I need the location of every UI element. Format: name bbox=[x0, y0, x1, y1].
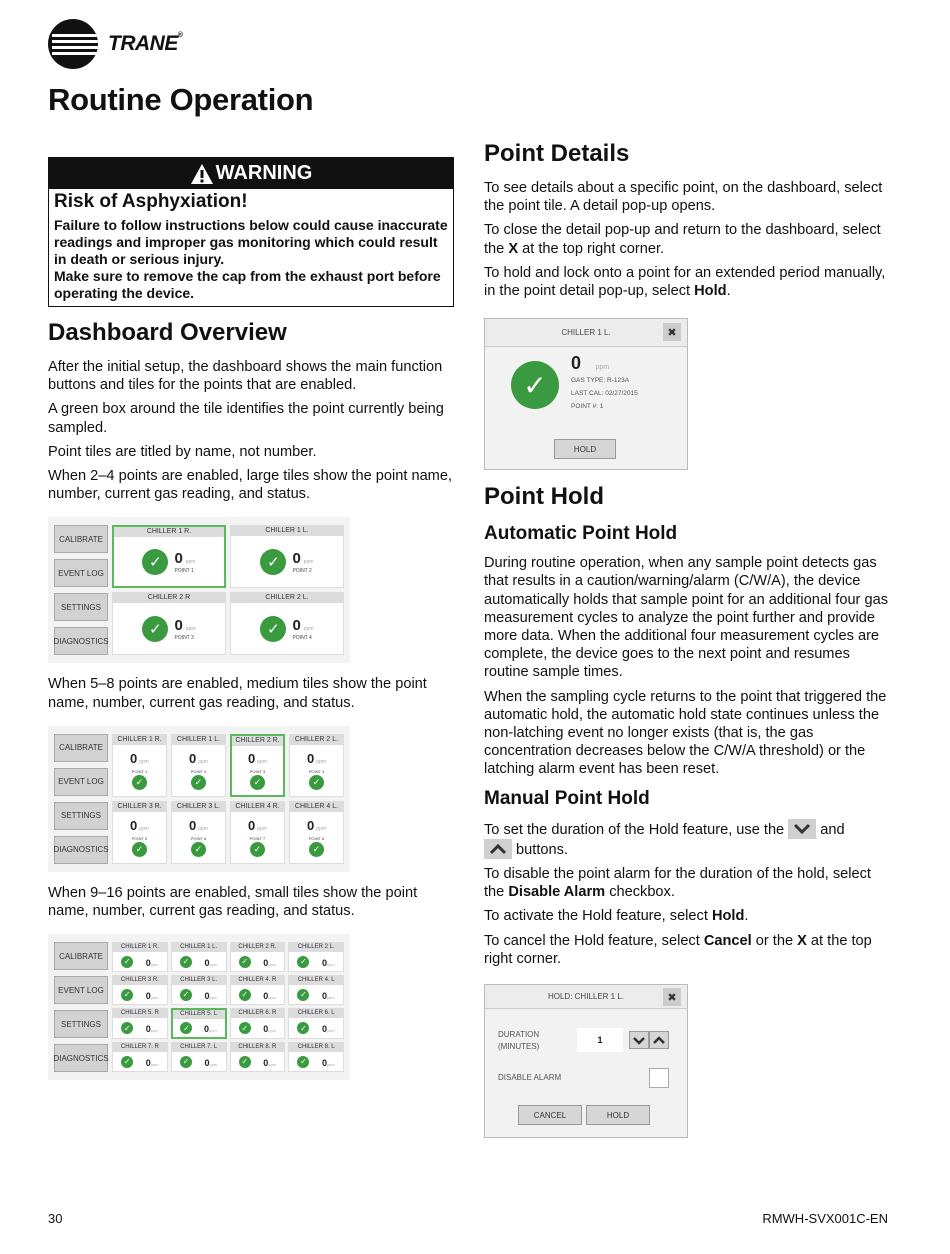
dashboard-small-tiles-screenshot bbox=[48, 934, 350, 1080]
tile-name: CHILLER 4 R. bbox=[231, 802, 284, 812]
status-check-icon: ✓ bbox=[121, 1022, 133, 1034]
tile-reading-row bbox=[322, 953, 335, 971]
tile-point-number: POINT 6 bbox=[190, 836, 207, 842]
event-log-button[interactable]: EVENT LOG bbox=[54, 768, 108, 796]
popup-unit: ppm bbox=[595, 364, 610, 372]
tile-reading-row bbox=[204, 1019, 217, 1037]
point-tile[interactable] bbox=[112, 1008, 168, 1039]
tile-reading: 0 bbox=[263, 957, 269, 968]
status-check-icon: ✓ bbox=[121, 989, 133, 1001]
tile-name: CHILLER 5. L bbox=[173, 1010, 225, 1019]
disable-alarm-label: DISABLE ALARM bbox=[498, 1073, 562, 1083]
tile-unit: ppm bbox=[139, 759, 149, 766]
tile-body bbox=[172, 952, 226, 971]
tile-reading-row bbox=[248, 817, 267, 835]
tile-body bbox=[289, 985, 343, 1004]
tile-unit: ppm bbox=[150, 1028, 159, 1034]
tile-point-number: POINT 3 bbox=[174, 634, 194, 641]
tile-unit: ppm bbox=[268, 1061, 276, 1067]
tile-name: CHILLER 7. L bbox=[172, 1043, 226, 1052]
tile-unit: ppm bbox=[185, 558, 196, 565]
tile-unit: ppm bbox=[303, 625, 314, 632]
tile-unit: ppm bbox=[150, 1061, 159, 1067]
tile-body bbox=[232, 746, 283, 795]
duration-down-button[interactable] bbox=[629, 1031, 649, 1049]
point-tile[interactable] bbox=[112, 1042, 168, 1072]
tile-name: CHILLER 8. L bbox=[289, 1043, 343, 1052]
status-check-icon: ✓ bbox=[260, 549, 286, 575]
tile-reading: 0 bbox=[307, 818, 315, 834]
tile-reading: 0 bbox=[263, 1057, 269, 1068]
tile-reading: 0 bbox=[189, 818, 197, 834]
tile-reading: 0 bbox=[263, 1024, 269, 1035]
popup-header bbox=[485, 319, 687, 347]
tile-reading: 0 bbox=[189, 751, 197, 767]
tile-name: CHILLER 4. L bbox=[289, 976, 343, 985]
tile-point-number: POINT 4 bbox=[292, 634, 312, 641]
tile-body bbox=[113, 603, 225, 654]
details-p2: To close the detail pop-up and return to the dashboard, select the X at the top right corner. bbox=[484, 222, 881, 257]
overview-p6: When 9–16 points are enabled, small tiles show the point name, number, current gas reading, and status. bbox=[48, 884, 418, 920]
point-tile[interactable] bbox=[112, 592, 226, 655]
tile-info bbox=[292, 617, 313, 641]
point-tile[interactable] bbox=[171, 801, 226, 864]
tile-name: CHILLER 6. R bbox=[231, 1009, 285, 1018]
duration-up-button[interactable] bbox=[649, 1031, 669, 1049]
tile-name: CHILLER 1 R. bbox=[113, 943, 167, 952]
tile-name: CHILLER 2 L. bbox=[289, 943, 343, 952]
calibrate-button[interactable]: CALIBRATE bbox=[54, 525, 108, 553]
settings-button[interactable]: SETTINGS bbox=[54, 593, 108, 621]
status-check-icon: ✓ bbox=[250, 842, 265, 857]
point-tile[interactable] bbox=[230, 801, 285, 864]
dashboard-medium-tiles-screenshot bbox=[48, 726, 350, 872]
tile-unit: ppm bbox=[326, 1061, 335, 1067]
duration-value: 1 bbox=[577, 1028, 623, 1052]
tile-point-number: POINT 3 bbox=[249, 769, 266, 775]
event-log-button[interactable]: EVENT LOG bbox=[54, 559, 108, 587]
calibrate-button[interactable]: CALIBRATE bbox=[54, 942, 108, 970]
tile-unit: ppm bbox=[198, 759, 208, 766]
tile-reading: 0 bbox=[145, 1024, 151, 1035]
status-check-icon: ✓ bbox=[297, 989, 309, 1001]
tile-reading: 0 bbox=[204, 990, 210, 1001]
status-check-icon: ✓ bbox=[191, 775, 206, 790]
event-log-button[interactable]: EVENT LOG bbox=[54, 976, 108, 1004]
popup-gas-type: GAS TYPE: R-123A bbox=[571, 377, 630, 385]
page-title: Routine Operation bbox=[48, 82, 314, 117]
status-check-icon: ✓ bbox=[191, 842, 206, 857]
tile-body bbox=[172, 1052, 226, 1071]
diagnostics-button[interactable]: DIAGNOSTICS bbox=[54, 1044, 108, 1072]
tile-name: CHILLER 2 R. bbox=[232, 736, 283, 746]
point-tile[interactable] bbox=[230, 1042, 286, 1072]
tile-body bbox=[231, 1018, 285, 1038]
status-check-icon: ✓ bbox=[180, 956, 192, 968]
tile-body bbox=[113, 812, 166, 863]
manual-hold-p3: To activate the Hold feature, select Hold. bbox=[484, 908, 749, 925]
point-tile[interactable] bbox=[230, 1008, 286, 1039]
tile-body bbox=[231, 812, 284, 863]
tile-body bbox=[113, 745, 166, 796]
tile-unit: ppm bbox=[198, 826, 208, 833]
point-tile[interactable] bbox=[171, 942, 227, 972]
tile-name: CHILLER 8. R bbox=[231, 1043, 285, 1052]
tile-reading: 0 bbox=[307, 751, 315, 767]
status-check-icon: ✓ bbox=[297, 1022, 309, 1034]
tile-reading-row bbox=[322, 986, 335, 1004]
tile-info bbox=[174, 617, 195, 641]
auto-hold-p2: When the sampling cycle returns to the point that triggered the automatic hold, the automatic hold state continues unless the non-latching event no longer exists (that is, the gas concentration decreases below the C/W/A threshold) or the latching alarm event has been reset. bbox=[484, 688, 887, 778]
auto-hold-p1: During routine operation, when any sample point detects gas that results in a caution/warning/alarm (C/W/A), the device automatically holds that sample point for an additional four gas measurement cycles to analyze the point further and provide more data. When the additional four measurement cycles are complete, the device goes to the next point and resumes routine sample times. bbox=[484, 555, 889, 681]
tile-body bbox=[289, 1018, 343, 1038]
tile-reading-row bbox=[263, 1019, 276, 1037]
hold-popup bbox=[484, 984, 688, 1138]
status-check-icon: ✓ bbox=[511, 361, 559, 409]
chevron-up-icon bbox=[484, 839, 512, 859]
hold-button[interactable]: HOLD bbox=[554, 439, 616, 459]
tile-name: CHILLER 1 R. bbox=[113, 735, 166, 745]
tile-name: CHILLER 2 L. bbox=[290, 735, 343, 745]
point-tile[interactable] bbox=[171, 1008, 227, 1039]
status-check-icon: ✓ bbox=[250, 775, 265, 790]
tile-body bbox=[231, 952, 285, 971]
manual-hold-p4: To cancel the Hold feature, select Cancel or the X at the top right corner. bbox=[484, 932, 872, 967]
medium-tiles-grid bbox=[112, 734, 344, 864]
tile-name: CHILLER 6. L bbox=[289, 1009, 343, 1018]
point-tile[interactable] bbox=[288, 1042, 344, 1072]
tile-reading-row bbox=[322, 1019, 335, 1037]
tile-name: CHILLER 4 L. bbox=[290, 802, 343, 812]
large-tiles-grid bbox=[112, 525, 344, 655]
tile-body bbox=[113, 985, 167, 1004]
tile-reading: 0 bbox=[248, 751, 256, 767]
page-number: 30 bbox=[48, 1211, 63, 1226]
hold-popup-title: HOLD: CHILLER 1 L. bbox=[547, 992, 625, 1002]
tile-unit: ppm bbox=[208, 1028, 217, 1034]
settings-button[interactable]: SETTINGS bbox=[54, 1010, 108, 1038]
status-check-icon: ✓ bbox=[180, 1056, 192, 1068]
overview-p1: After the initial setup, the dashboard shows the main function buttons and tiles for the points that are enabled. bbox=[48, 359, 443, 394]
warning-box bbox=[48, 157, 454, 307]
tile-reading-row bbox=[204, 953, 217, 971]
point-tile[interactable] bbox=[112, 734, 167, 797]
tile-reading: 0 bbox=[145, 990, 151, 1001]
tile-name: CHILLER 3 R. bbox=[113, 976, 167, 985]
status-check-icon: ✓ bbox=[121, 1056, 133, 1068]
tile-unit: ppm bbox=[209, 961, 218, 967]
warning-triangle-icon bbox=[190, 163, 214, 185]
popup-point-number: POINT #: 1 bbox=[571, 403, 604, 411]
close-icon[interactable]: ✖ bbox=[663, 323, 681, 341]
overview-p2: A green box around the tile identifies the point currently being sampled. bbox=[48, 401, 444, 436]
tile-unit: ppm bbox=[326, 994, 335, 1000]
point-details-heading: Point Details bbox=[484, 140, 630, 167]
tile-body bbox=[289, 952, 343, 971]
tile-name: CHILLER 1 L. bbox=[172, 735, 225, 745]
status-check-icon: ✓ bbox=[132, 842, 147, 857]
status-check-icon: ✓ bbox=[180, 1022, 192, 1034]
chevron-down-icon bbox=[788, 819, 816, 839]
overview-p4: When 2–4 points are enabled, large tiles show the point name, number, current gas reading, and status. bbox=[48, 468, 453, 503]
tile-name: CHILLER 1 R. bbox=[114, 527, 224, 537]
tile-info bbox=[174, 550, 195, 574]
tile-reading: 0 bbox=[321, 1024, 327, 1035]
tile-name: CHILLER 2 R bbox=[113, 593, 225, 603]
warning-line-2: Make sure to remove the cap from the exhaust port before operating the device. bbox=[54, 268, 441, 301]
warning-label: WARNING bbox=[215, 162, 313, 184]
trane-logo-mark bbox=[48, 19, 98, 69]
tile-unit: ppm bbox=[150, 961, 159, 967]
tile-reading: 0 bbox=[145, 957, 151, 968]
tile-name: CHILLER 1 L. bbox=[231, 526, 343, 536]
tile-point-number: POINT 8 bbox=[308, 836, 325, 842]
tile-reading: 0 bbox=[130, 751, 138, 767]
settings-button[interactable]: SETTINGS bbox=[54, 802, 108, 830]
warning-header bbox=[49, 158, 453, 189]
popup-info bbox=[571, 353, 638, 413]
tile-reading-row bbox=[189, 750, 208, 768]
tile-reading: 0 bbox=[321, 1057, 327, 1068]
point-tile[interactable] bbox=[230, 975, 286, 1005]
point-tile[interactable] bbox=[289, 734, 344, 797]
point-tile[interactable] bbox=[288, 1008, 344, 1039]
tile-body bbox=[231, 1052, 285, 1071]
tile-reading-row bbox=[146, 986, 159, 1004]
tile-point-number: POINT 5 bbox=[131, 836, 148, 842]
tile-reading: 0 bbox=[321, 957, 327, 968]
tile-reading: 0 bbox=[263, 990, 269, 1001]
warning-body bbox=[49, 213, 453, 306]
function-buttons bbox=[54, 525, 108, 655]
status-check-icon: ✓ bbox=[297, 956, 309, 968]
popup-last-cal: LAST CAL: 02/27/2015 bbox=[571, 390, 638, 398]
point-tile[interactable] bbox=[112, 525, 226, 588]
tile-body bbox=[290, 812, 343, 863]
tile-reading-row bbox=[322, 1053, 335, 1071]
popup-reading: 0 bbox=[571, 353, 582, 374]
tile-reading-row bbox=[130, 750, 149, 768]
tile-body bbox=[113, 952, 167, 971]
tile-name: CHILLER 3 R. bbox=[113, 802, 166, 812]
disable-alarm-checkbox[interactable] bbox=[649, 1068, 669, 1088]
status-check-icon: ✓ bbox=[239, 1056, 251, 1068]
tile-body bbox=[172, 812, 225, 863]
tile-point-number: POINT 2 bbox=[292, 567, 312, 574]
tile-unit: ppm bbox=[303, 558, 314, 565]
tile-unit: ppm bbox=[268, 994, 276, 1000]
tile-name: CHILLER 4. R bbox=[231, 976, 285, 985]
hold-button[interactable]: HOLD bbox=[586, 1105, 650, 1125]
tile-unit: ppm bbox=[257, 826, 267, 833]
dashboard-overview-heading: Dashboard Overview bbox=[48, 319, 287, 346]
tile-unit: ppm bbox=[268, 961, 276, 967]
point-tile[interactable] bbox=[230, 942, 286, 972]
tile-reading-row bbox=[146, 1019, 159, 1037]
tile-reading: 0 bbox=[204, 1057, 210, 1068]
tile-body bbox=[231, 985, 285, 1004]
status-check-icon: ✓ bbox=[142, 616, 168, 642]
point-tile[interactable] bbox=[288, 975, 344, 1005]
status-check-icon: ✓ bbox=[239, 1022, 251, 1034]
tile-reading-row bbox=[146, 953, 159, 971]
point-tile[interactable] bbox=[171, 734, 226, 797]
diagnostics-button[interactable]: DIAGNOSTICS bbox=[54, 627, 108, 655]
tile-point-number: POINT 2 bbox=[190, 769, 207, 775]
trane-logo bbox=[48, 19, 183, 69]
point-tile[interactable] bbox=[171, 975, 227, 1005]
tile-reading: 0 bbox=[204, 957, 210, 968]
status-check-icon: ✓ bbox=[309, 775, 324, 790]
tile-body bbox=[173, 1019, 225, 1037]
overview-p5: When 5–8 points are enabled, medium tiles show the point name, number, current gas reading, and status. bbox=[48, 676, 427, 711]
duration-label: DURATION (MINUTES) bbox=[498, 1030, 540, 1052]
tile-body bbox=[172, 745, 225, 796]
tile-reading: 0 bbox=[292, 549, 301, 567]
tile-unit: ppm bbox=[150, 994, 159, 1000]
automatic-hold-heading: Automatic Point Hold bbox=[484, 523, 678, 545]
tile-name: CHILLER 5. R bbox=[113, 1009, 167, 1018]
right-column bbox=[484, 139, 890, 1138]
tile-unit: ppm bbox=[139, 826, 149, 833]
status-check-icon: ✓ bbox=[121, 956, 133, 968]
tile-body bbox=[231, 536, 343, 587]
status-check-icon: ✓ bbox=[239, 989, 251, 1001]
tile-reading-row bbox=[146, 1053, 159, 1071]
tile-reading: 0 bbox=[174, 549, 183, 567]
tile-name: CHILLER 7. R bbox=[113, 1043, 167, 1052]
manual-hold-heading: Manual Point Hold bbox=[484, 787, 650, 809]
brand-name: TRANE® bbox=[108, 32, 183, 55]
popup-title: CHILLER 1 L. bbox=[561, 328, 611, 338]
tile-reading: 0 bbox=[321, 990, 327, 1001]
tile-body bbox=[114, 537, 224, 586]
tile-reading-row bbox=[307, 750, 326, 768]
popup-body bbox=[485, 347, 687, 413]
tile-unit: ppm bbox=[326, 1028, 335, 1034]
point-tile[interactable] bbox=[112, 975, 168, 1005]
tile-body bbox=[113, 1052, 167, 1071]
tile-reading-row bbox=[263, 986, 276, 1004]
tile-unit: ppm bbox=[326, 961, 335, 967]
status-check-icon: ✓ bbox=[132, 775, 147, 790]
warning-title: Risk of Asphyxiation! bbox=[54, 191, 248, 212]
small-tiles-grid bbox=[112, 942, 344, 1072]
tile-point-number: POINT 4 bbox=[308, 769, 325, 775]
chevron-up-icon bbox=[653, 1036, 665, 1045]
status-check-icon: ✓ bbox=[309, 842, 324, 857]
status-check-icon: ✓ bbox=[260, 616, 286, 642]
tile-body bbox=[172, 985, 226, 1004]
tile-reading-row bbox=[189, 817, 208, 835]
document-id: RMWH-SVX001C-EN bbox=[762, 1211, 888, 1226]
function-buttons bbox=[54, 942, 108, 1072]
tile-unit: ppm bbox=[185, 625, 196, 632]
tile-body bbox=[290, 745, 343, 796]
tile-name: CHILLER 2 L. bbox=[231, 593, 343, 603]
point-tile[interactable] bbox=[112, 801, 167, 864]
diagnostics-button[interactable]: DIAGNOSTICS bbox=[54, 836, 108, 864]
left-column bbox=[48, 157, 454, 1080]
tile-unit: ppm bbox=[209, 994, 218, 1000]
tile-unit: ppm bbox=[257, 759, 267, 766]
dashboard-large-tiles-screenshot bbox=[48, 517, 350, 663]
status-check-icon: ✓ bbox=[297, 1056, 309, 1068]
tile-point-number: POINT 1 bbox=[174, 567, 194, 574]
tile-reading: 0 bbox=[248, 818, 256, 834]
tile-unit: ppm bbox=[316, 826, 326, 833]
point-tile[interactable] bbox=[288, 942, 344, 972]
tile-info bbox=[292, 550, 313, 574]
manual-hold-p2: To disable the point alarm for the duration of the hold, select the Disable Alarm checkbox. bbox=[484, 866, 871, 901]
details-p3: To hold and lock onto a point for an extended period manually, in the point detail pop-up, select Hold. bbox=[484, 264, 886, 300]
chevron-down-icon bbox=[633, 1036, 645, 1045]
status-check-icon: ✓ bbox=[180, 989, 192, 1001]
tile-unit: ppm bbox=[209, 1061, 218, 1067]
manual-hold-p1: To set the duration of the Hold feature, use the and buttons. bbox=[484, 819, 890, 859]
tile-unit: ppm bbox=[268, 1028, 276, 1034]
details-p1: To see details about a specific point, on the dashboard, select the point tile. A detail pop-up opens. bbox=[484, 180, 883, 215]
calibrate-button[interactable]: CALIBRATE bbox=[54, 734, 108, 762]
tile-point-number: POINT 7 bbox=[249, 836, 266, 842]
hold-popup-header bbox=[485, 985, 687, 1009]
tile-body bbox=[231, 603, 343, 654]
tile-reading-row bbox=[307, 817, 326, 835]
tile-reading-row bbox=[263, 953, 276, 971]
function-buttons bbox=[54, 734, 108, 864]
point-tile[interactable] bbox=[230, 734, 285, 797]
tile-body bbox=[113, 1018, 167, 1038]
point-hold-heading: Point Hold bbox=[484, 483, 604, 511]
tile-unit: ppm bbox=[316, 759, 326, 766]
point-tile[interactable] bbox=[171, 1042, 227, 1072]
point-tile[interactable] bbox=[230, 592, 344, 655]
status-check-icon: ✓ bbox=[142, 549, 168, 575]
tile-body bbox=[289, 1052, 343, 1071]
tile-name: CHILLER 3 L. bbox=[172, 976, 226, 985]
tile-name: CHILLER 1 L. bbox=[172, 943, 226, 952]
close-icon[interactable]: ✖ bbox=[663, 988, 681, 1006]
tile-reading: 0 bbox=[145, 1057, 151, 1068]
tile-reading-row bbox=[263, 1053, 276, 1071]
point-detail-popup bbox=[484, 318, 688, 470]
point-tile[interactable] bbox=[230, 525, 344, 588]
tile-reading-row bbox=[204, 986, 217, 1004]
tile-reading-row bbox=[204, 1053, 217, 1071]
status-check-icon: ✓ bbox=[239, 956, 251, 968]
point-tile[interactable] bbox=[112, 942, 168, 972]
tile-reading: 0 bbox=[292, 616, 301, 634]
overview-p3: Point tiles are titled by name, not number. bbox=[48, 443, 317, 460]
tile-point-number: POINT 1 bbox=[131, 769, 148, 775]
tile-reading: 0 bbox=[174, 616, 183, 634]
tile-reading-row bbox=[130, 817, 149, 835]
point-tile[interactable] bbox=[289, 801, 344, 864]
tile-name: CHILLER 2 R. bbox=[231, 943, 285, 952]
tile-reading: 0 bbox=[203, 1024, 209, 1035]
tile-reading-row bbox=[248, 750, 267, 768]
tile-reading: 0 bbox=[130, 818, 138, 834]
warning-line-1: Failure to follow instructions below could cause inaccurate readings and improper gas monitoring which could result in death or serious injury. bbox=[54, 217, 448, 267]
cancel-button[interactable]: CANCEL bbox=[518, 1105, 582, 1125]
tile-name: CHILLER 3 L. bbox=[172, 802, 225, 812]
